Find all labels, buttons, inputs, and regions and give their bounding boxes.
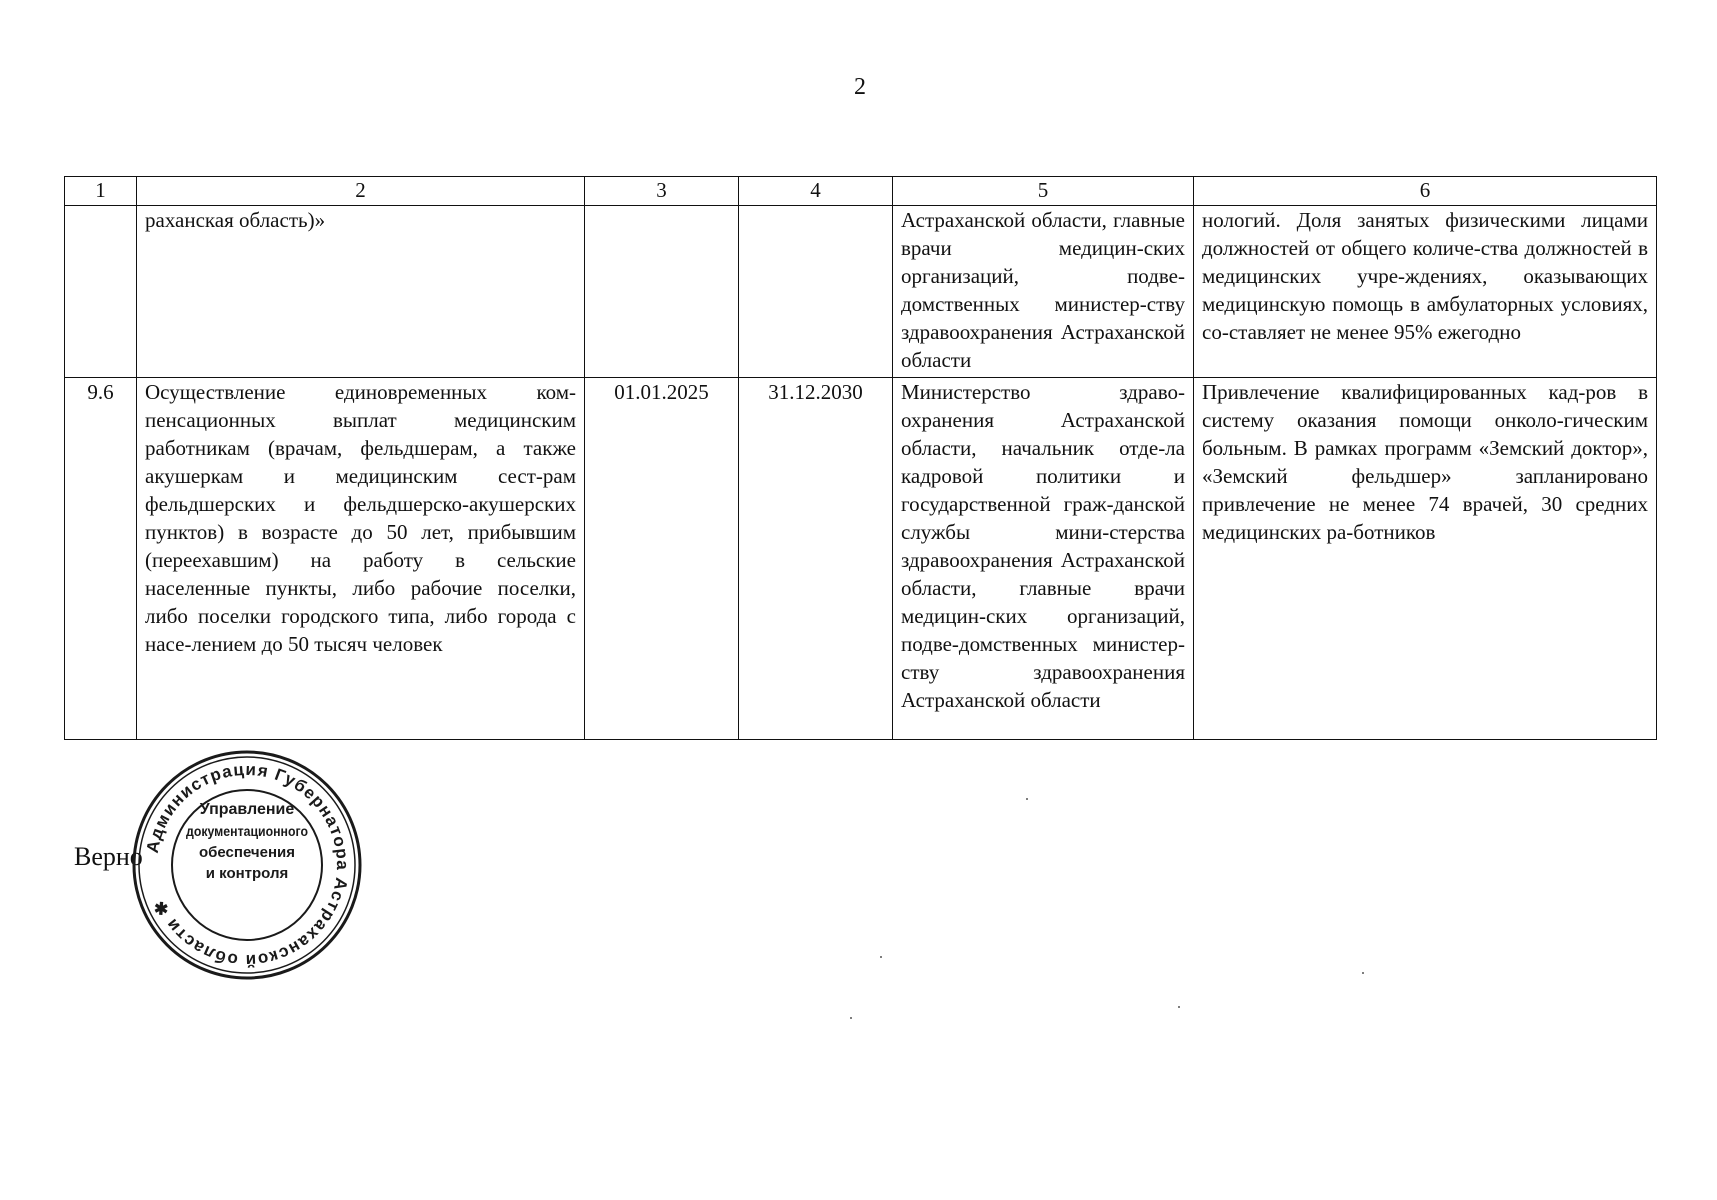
event-description: раханская область)» — [137, 206, 585, 378]
responsible-executors: Министерство здраво-охранения Астраханской области, начальник отде-ла кадровой политики и государственной граж-данской службы мини-стерства здравоохранения Астраханской области, главные врачи медицин-ских организаций, подве-домственных министер-ству здравоохранения Астраханской области — [893, 378, 1194, 740]
scan-speck — [1026, 798, 1028, 800]
scan-speck — [850, 1017, 852, 1019]
header-col-2: 2 — [137, 177, 585, 206]
expected-result: Привлечение квалифицированных кад-ров в систему оказания помощи онколо-гическим больным. В рамках программ «Земский доктор», «Земский фельдшер» запланировано привлечение не менее 74 врачей, 30 средних медицинских ра-ботников — [1194, 378, 1657, 740]
table-row — [65, 378, 1657, 740]
header-col-4: 4 — [739, 177, 893, 206]
end-date — [739, 206, 893, 378]
header-col-1: 1 — [65, 177, 137, 206]
responsible-executors: Астраханской области, главные врачи медицин-ских организаций, подве-домственных министер-ству здравоохранения Астраханской области — [893, 206, 1194, 378]
official-seal — [130, 748, 364, 982]
page-number: 2 — [854, 74, 866, 100]
scan-speck — [880, 956, 882, 958]
expected-result: нологий. Доля занятых физическими лицами должностей от общего количе-ства должностей в медицинских учре-ждениях, оказывающих медицинскую помощь в амбулаторных условиях, со-ставляет не менее 95% ежегодно — [1194, 206, 1657, 378]
seal-center-line-2: документационного — [186, 823, 308, 839]
event-description: Осуществление единовременных ком-пенсационных выплат медицинским работникам (врачам, фельдшерам, а также акушеркам и медицинским сест-рам фельдшерских и фельдшерско-акушерских пунктов) в возрасте до 50 лет, прибывшим (переехавшим) на работу в сельские населенные пункты, либо рабочие поселки, либо поселки городского типа, либо города с насе-лением до 50 тысяч человек — [137, 378, 585, 740]
row-number — [65, 206, 137, 378]
document-table — [64, 176, 1657, 740]
header-col-3: 3 — [585, 177, 739, 206]
start-date: 01.01.2025 — [585, 378, 739, 740]
verno-signature-text: Верно — [74, 842, 143, 871]
row-number: 9.6 — [65, 378, 137, 740]
seal-ring-text: Администрация Губернатора Астраханской области ✱ — [142, 759, 353, 971]
end-date: 31.12.2030 — [739, 378, 893, 740]
header-col-6: 6 — [1194, 177, 1657, 206]
scan-speck — [1178, 1006, 1180, 1008]
seal-center-line-1: Управление — [199, 801, 295, 818]
seal-center-line-4: и контроля — [205, 865, 289, 882]
header-col-5: 5 — [893, 177, 1194, 206]
start-date — [585, 206, 739, 378]
scan-speck — [1362, 972, 1364, 974]
seal-center-line-3: обеспечения — [198, 844, 296, 861]
table-header-row — [65, 177, 1657, 206]
table-row — [65, 206, 1657, 378]
